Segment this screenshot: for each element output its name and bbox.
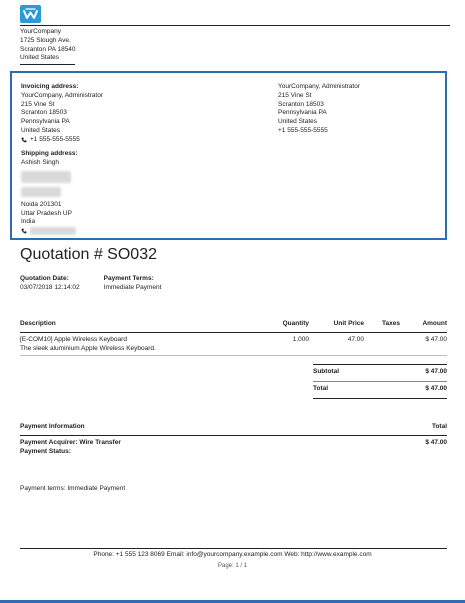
payment-info-title: Payment Information — [20, 421, 371, 435]
subtotal-row — [313, 365, 447, 382]
right-address-country: United States — [278, 118, 318, 126]
invoicing-city: Scranton 18503 — [21, 109, 67, 117]
payment-terms-note: Payment terms: Immediate Payment — [20, 485, 126, 492]
payment-status: Payment Status: — [20, 447, 71, 455]
company-contact-address — [278, 83, 438, 136]
shipping-state: Uttar Pradesh UP — [21, 209, 72, 217]
invoicing-street: 215 Vine St — [21, 100, 55, 108]
invoicing-phone-row — [21, 136, 221, 145]
right-address-state: Pennsylvania PA — [278, 109, 327, 117]
line-taxes — [364, 332, 400, 356]
table-row — [20, 435, 447, 458]
col-amount: Amount — [400, 318, 447, 332]
payment-terms-value: Immediate Payment — [103, 283, 162, 291]
line-unit-price: 47.00 — [309, 332, 364, 356]
col-unit-price: Unit Price — [309, 318, 364, 332]
invoicing-phone: +1 555-555-5555 — [30, 135, 80, 143]
shipping-city: Noida 201301 — [21, 200, 62, 208]
redacted-phone — [30, 227, 76, 235]
quotation-date-value: 03/07/2018 12:14:02 — [20, 283, 80, 291]
total-row — [313, 381, 447, 398]
payment-amount: $ 47.00 — [425, 438, 447, 446]
subtotal-label: Subtotal — [313, 365, 386, 382]
quotation-date — [20, 275, 80, 293]
invoicing-country: United States — [21, 126, 61, 134]
quotation-date-label: Quotation Date: — [20, 275, 69, 282]
phone-icon — [21, 228, 27, 234]
quotation-title: Quotation # SO032 — [20, 246, 157, 263]
line-description: [E-COM10] Apple Wireless Keyboard — [20, 335, 127, 343]
redacted-street — [21, 171, 71, 183]
company-name: YourCompany — [20, 28, 61, 35]
invoicing-name: YourCompany, Administrator — [21, 91, 104, 99]
footer-divider — [20, 548, 447, 549]
company-underline — [20, 64, 75, 65]
totals-table — [313, 364, 447, 399]
col-description: Description — [20, 318, 265, 332]
customer-addresses — [21, 83, 221, 235]
shipping-country: India — [21, 218, 36, 226]
payment-info-header — [20, 421, 447, 435]
subtotal-value: $ 47.00 — [386, 365, 447, 382]
order-lines-table — [20, 318, 447, 356]
order-lines-header — [20, 318, 447, 332]
payment-terms-label: Payment Terms: — [103, 275, 154, 282]
invoicing-address-title: Invoicing address: — [21, 83, 79, 90]
quotation-info — [20, 275, 161, 293]
footer-contact: Phone: +1 555 123 8069 Email: info@yourcompany.example.com Web: http://www.example.com — [93, 551, 372, 558]
redacted-street-2 — [21, 187, 61, 197]
payment-acquirer: Payment Acquirer: Wire Transfer — [20, 438, 121, 446]
total-label: Total — [313, 381, 386, 398]
right-address-phone: +1 555-555-5555 — [278, 126, 328, 134]
payment-details — [20, 435, 371, 458]
right-address-street: 215 Vine St — [278, 91, 312, 99]
total-value: $ 47.00 — [386, 381, 447, 398]
company-street: 1725 Slough Ave. — [20, 36, 71, 44]
company-logo-icon — [20, 5, 41, 23]
shipping-address-title: Shipping address: — [21, 150, 78, 158]
page-number: Page: 1 / 1 — [217, 563, 248, 569]
right-address-city: Scranton 18503 — [278, 100, 324, 108]
phone-icon — [21, 137, 27, 143]
col-quantity: Quantity — [265, 318, 309, 332]
right-address-name: YourCompany, Administrator — [278, 83, 361, 90]
company-address-block — [20, 25, 450, 65]
line-amount: $ 47.00 — [400, 332, 447, 356]
payment-total-title: Total — [371, 421, 447, 435]
payment-terms — [104, 275, 162, 293]
line-quantity: 1.000 — [265, 332, 309, 356]
address-highlight-box — [10, 71, 447, 240]
invoicing-state: Pennsylvania PA — [21, 118, 70, 126]
col-taxes: Taxes — [364, 318, 400, 332]
payment-info-table — [20, 421, 447, 458]
table-row — [20, 332, 447, 356]
company-city: Scranton PA 18540 — [20, 45, 76, 53]
company-country: United States — [20, 54, 60, 62]
line-description-cell — [20, 332, 265, 356]
shipping-phone-row — [21, 227, 221, 235]
line-description-detail: The sleek aluminium Apple Wireless Keyboard. — [20, 344, 156, 352]
shipping-name: Ashish Singh — [21, 159, 59, 167]
